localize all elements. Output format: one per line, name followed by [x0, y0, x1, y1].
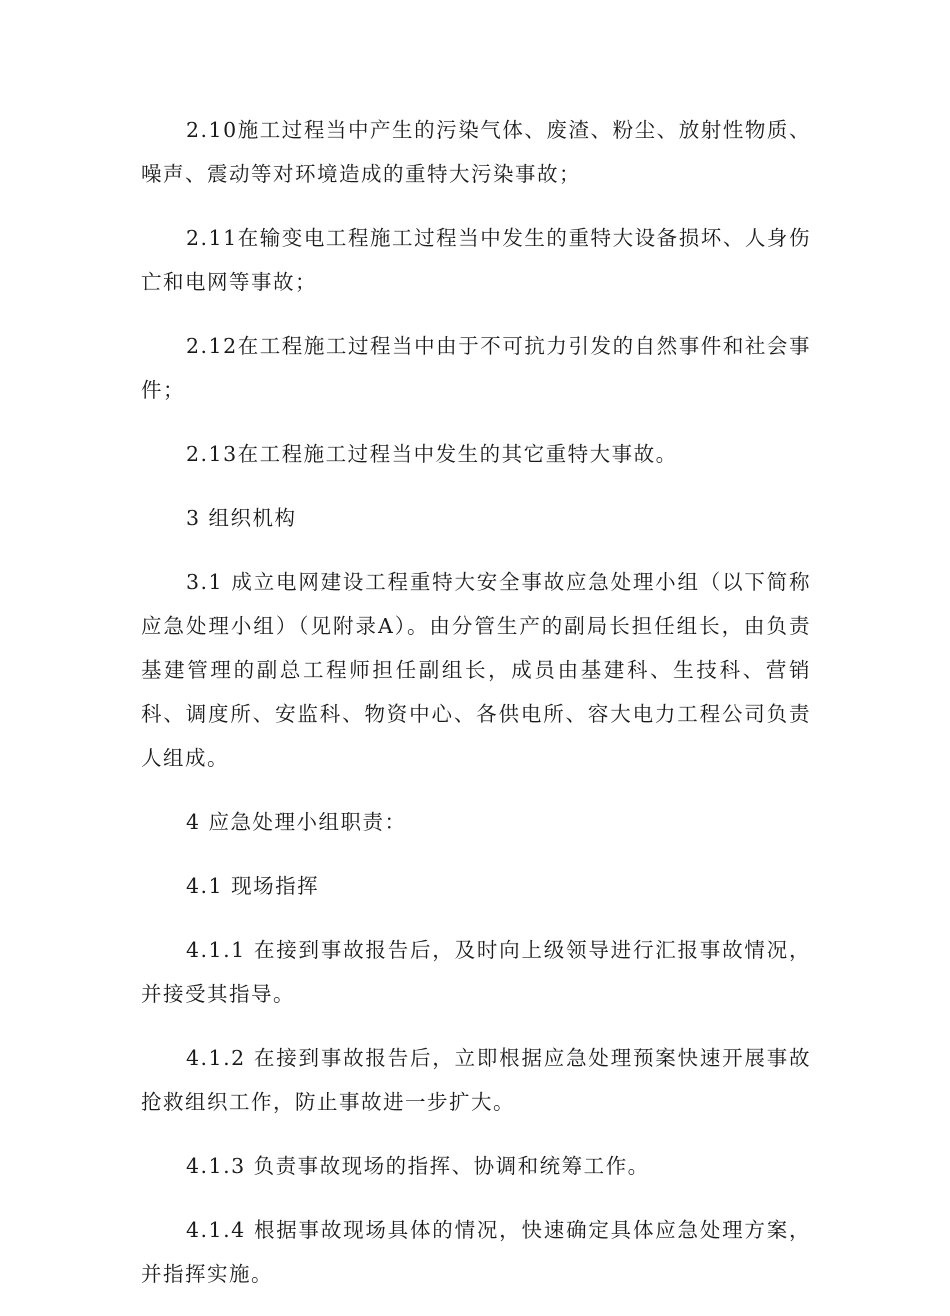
- document-body: [141, 108, 811, 1316]
- paragraph-4-1-1: 4.1.1 在接到事故报告后，及时向上级领导进行汇报事故情况，并接受其指导。: [141, 938, 811, 1006]
- paragraph-2-11: 2.11在输变电工程施工过程当中发生的重特大设备损坏、人身伤亡和电网等事故；: [141, 226, 811, 294]
- paragraph-4-1-3: 4.1.3 负责事故现场的指挥、协调和统筹工作。: [186, 1154, 650, 1178]
- paragraph-4-1-4: 4.1.4 根据事故现场具体的情况，快速确定具体应急处理方案，并指挥实施。: [141, 1218, 811, 1286]
- subsection-heading-4-1: 4.1 现场指挥: [186, 874, 320, 898]
- section-heading-4: 4 应急处理小组职责：: [186, 810, 407, 834]
- paragraph-3-1: 3.1 成立电网建设工程重特大安全事故应急处理小组（以下简称应急处理小组）（见附录A）。由分管生产的副局长担任组长，由负责基建管理的副总工程师担任副组长，成员由基建科、生技科、营销科、调度所、安监科、物资中心、各供电所、容大电力工程公司负责人组成。: [141, 570, 811, 770]
- paragraph-2-13: 2.13在工程施工过程当中发生的其它重特大事故。: [186, 442, 678, 466]
- section-heading-3: 3 组织机构: [186, 506, 297, 530]
- paragraph-2-12: 2.12在工程施工过程当中由于不可抗力引发的自然事件和社会事件；: [141, 334, 811, 402]
- paragraph-2-10: 2.10施工过程当中产生的污染气体、废渣、粉尘、放射性物质、噪声、震动等对环境造成的重特大污染事故；: [141, 118, 811, 186]
- paragraph-4-1-2: 4.1.2 在接到事故报告后，立即根据应急处理预案快速开展事故抢救组织工作，防止事故进一步扩大。: [141, 1046, 811, 1114]
